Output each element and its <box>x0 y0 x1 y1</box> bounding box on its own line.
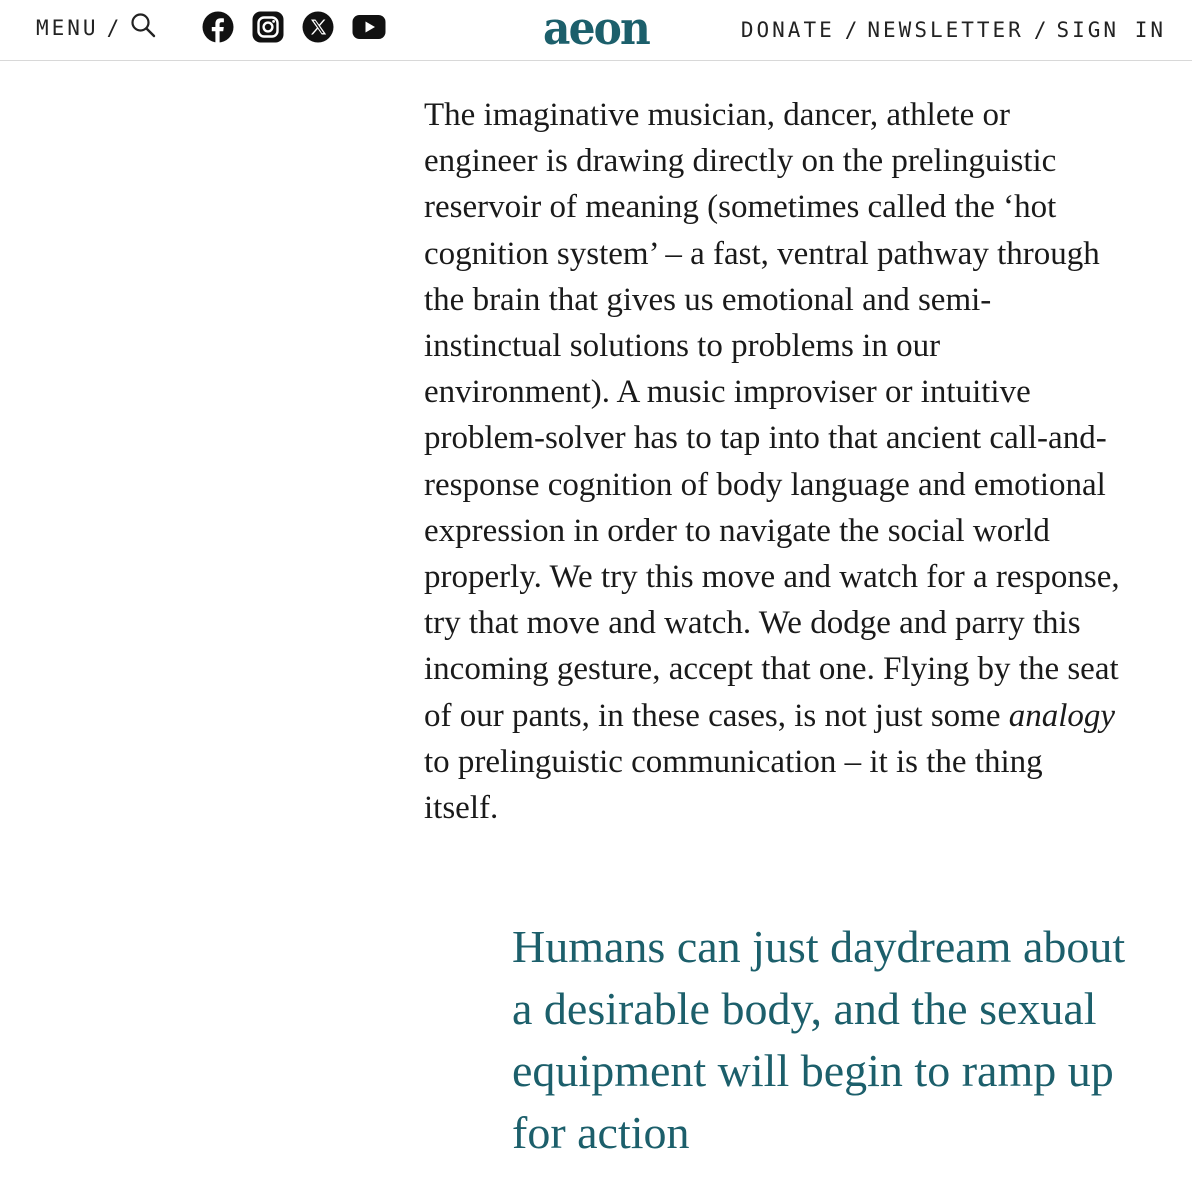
emphasis-text: analogy <box>1008 697 1116 734</box>
nav-divider: / <box>106 16 120 40</box>
social-links <box>202 11 386 43</box>
search-icon[interactable] <box>129 11 157 39</box>
menu-button[interactable]: MENU <box>36 16 99 40</box>
article-paragraph <box>424 92 1124 831</box>
sign-in-link[interactable]: SIGN IN <box>1056 18 1166 42</box>
x-icon[interactable] <box>302 11 334 43</box>
facebook-icon[interactable] <box>202 11 234 43</box>
nav-separator: / <box>1033 18 1047 42</box>
instagram-icon[interactable] <box>252 11 284 43</box>
site-header <box>0 0 1192 61</box>
paragraph-text: The imaginative musician, dancer, athlete or engineer is drawing directly on the prelinguistic reservoir of meaning (sometimes called the ‘hot cognition system’ – a fast, ventral pathway through the brain that gives us emotional and semi-instinctual solutions to problems in our environment). A music improviser or intuitive problem-solver has to tap into that ancient call-and-response cognition of body language and emotional expression in order to navigate the social world properly. We try this move and watch for a response, try that move and watch. We dodge and parry this incoming gesture, accept that one. Flying by the seat of our pants, in these cases, is not just some <box>424 97 1120 734</box>
youtube-icon[interactable] <box>352 11 386 43</box>
donate-link[interactable]: DONATE <box>740 18 835 42</box>
site-logo[interactable]: aeon <box>543 1 649 55</box>
newsletter-link[interactable]: NEWSLETTER <box>867 18 1024 42</box>
nav-left <box>36 10 157 46</box>
pull-quote: Humans can just daydream about a desirable body, and the sexual equipment will begin to ramp up for action <box>512 921 1126 1158</box>
nav-right <box>741 18 1166 42</box>
nav-separator: / <box>844 18 858 42</box>
paragraph-text-end: to prelinguistic communication – it is the thing itself. <box>424 743 1043 827</box>
